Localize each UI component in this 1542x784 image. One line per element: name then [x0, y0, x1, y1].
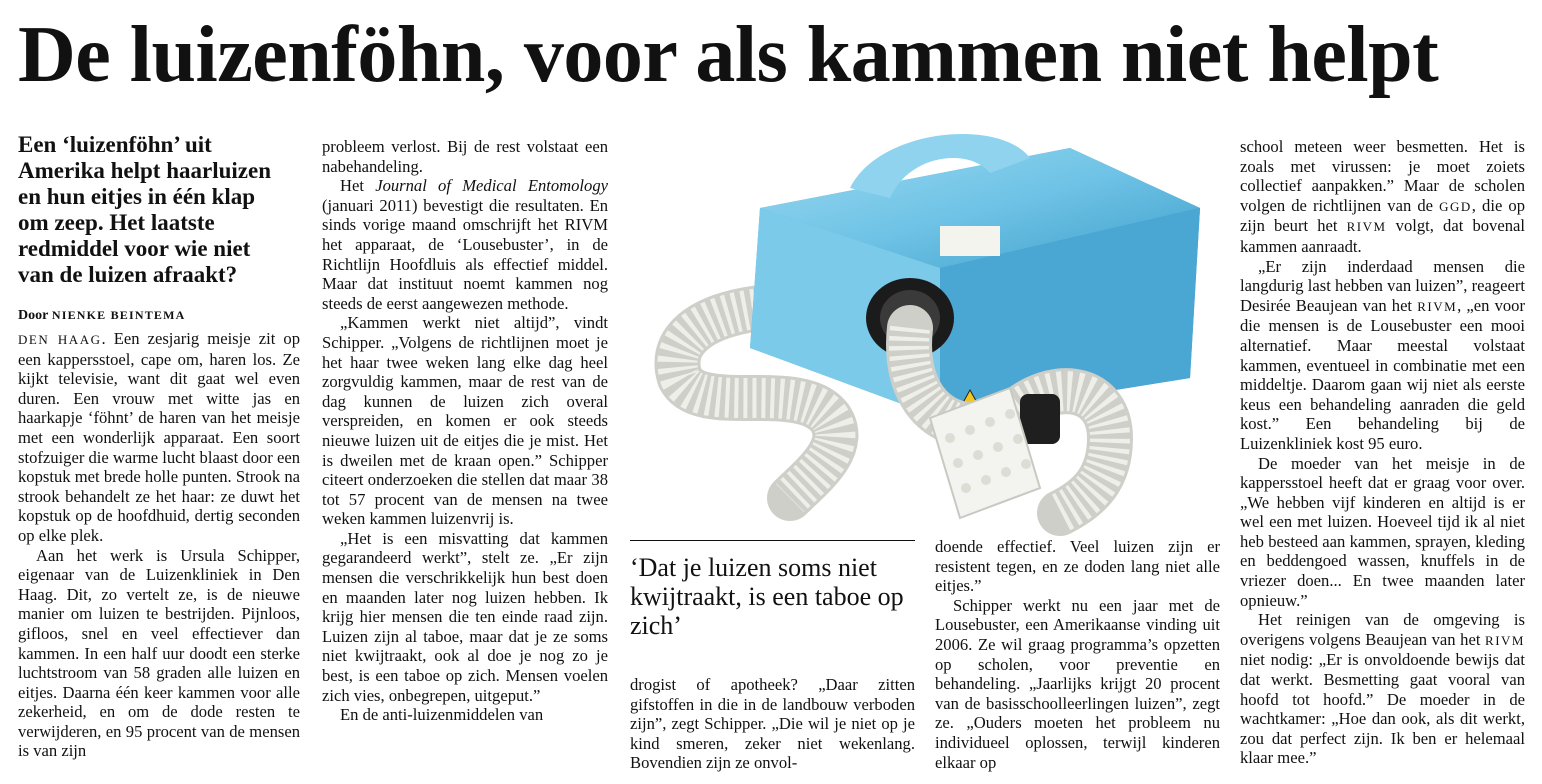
- paragraph: [18, 329, 300, 546]
- paragraph: „Kammen werkt niet altijd”, vindt Schipper. „Volgens de richtlijnen moet je het haar twee weken lang elke dag heel zorgvuldig kammen, maar de rest van de dag kunnen de luizen zich overal verspreiden, en komen er ook steeds nieuwe luizen uit de eitjes die je mist. Het is dweilen met de kraan open.” Schipper citeert onderzoeken die stellen dat maar 38 tot 57 procent van de mensen na twee weken kammen luizenvrij is.: [322, 313, 608, 529]
- paragraph: [1240, 610, 1525, 768]
- warning-label: [940, 226, 1000, 256]
- paragraph: „Het is een misvatting dat kammen gegarandeerd werkt”, stelt ze. „Er zijn mensen die verschrikkelijk hun best doen en maanden later nog luizen hebben. Ik krijg hier mensen die ten einde raad zijn. Luizen zijn al taboe, maar dat je ze soms niet kwijtraakt, ook al doe je nog zo je best, is een taboe op zich. Mensen voelen zich vies, onbegrepen, uitgeput.”: [322, 528, 608, 705]
- abbreviation: RIVM: [1485, 632, 1525, 648]
- abbreviation: GGD: [1439, 198, 1472, 214]
- paragraph-text: volgt, dat bovenal kammen aanraadt.: [1240, 216, 1525, 256]
- paragraph: Aan het werk is Ursula Schipper, eigenaar van de Luizenkliniek in Den Haag. Dit, zo vertelt ze, is de nieuwe manier om luizen te bestrijden. Pijnloos, gifloos, snel en veel effectiever dan kammen. In een half uur doodt een sterke luchtstroom van 58 graden alle luizen en eitjes. Daarna één keer kammen voor alle zekerheid, en om de dode resten te verwijderen, en 95 procent van de mensen is van zijn: [18, 545, 300, 761]
- paragraph-text: (januari 2011) bevestigt die resultaten. En sinds vorige maand omschrijft het RIVM het apparaat, de ‘Lousebuster’, in de Richtlijn Hoofdluis als effectief middel. Maar dat instituut noemt kammen nog steeds de eerst aangewezen methode.: [322, 195, 608, 313]
- abbreviation: RIVM: [1346, 219, 1387, 235]
- paragraph: [322, 176, 608, 313]
- abbreviation: RIVM: [1417, 298, 1458, 314]
- device-body: [750, 134, 1200, 418]
- paragraph: Schipper werkt nu een jaar met de Lousebuster, een Amerikaanse vinding uit 2006. Ze wil graag programma’s opzetten op scholen, voor preventie en behandeling. „Jaarlijks krijgt 20 procent van de basisschoolleerlingen luizen”, zegt ze. „Ouders moeten het probleem nu individueel oplossen, terwijl kinderen elkaar op: [935, 595, 1220, 772]
- paragraph: De moeder van het meisje in de kappersstoel heeft dat er graag voor over. „We hebben vijf kinderen en altijd is er wel een met luizen. Hoeveel tijd ik al niet heb besteed aan kammen, sprayen, kleding en beddengoed wassen, knuffels in de vriezer doen... En twee maanden later opnieuw.”: [1240, 453, 1525, 610]
- article-column-1: [18, 329, 300, 761]
- paragraph: probleem verlost. Bij de rest volstaat een nabehandeling.: [322, 137, 608, 176]
- paragraph: [1240, 137, 1525, 257]
- paragraph-text: niet nodig: „Er is onvoldoende bewijs dat dat werkt. Besmetting gaat vooral van hoofd tot hoofd.” De moeder in de wachtkamer: „Hoe dan ook, als dit werkt, zou dat perfect zijn. Ik ben er helemaal klaar mee.”: [1240, 650, 1525, 768]
- paragraph: [1240, 257, 1525, 454]
- paragraph-text: „Er zijn inderdaad mensen die langdurig last hebben van luizen”, reageert Desirée Beaujean van het: [1240, 256, 1525, 315]
- paragraph-text: . Een zesjarig meisje zit op een kappersstoel, cape om, haren los. Ze kijkt televisie, want dit gaat wel even duren. Een vrouw met witte jas en haarkapje ‘föhnt’ de haren van het meisje met een wonderlijk apparaat. Een soort stofzuiger die warme lucht blaast door een kopstuk met brede holle punten. Strook na strook behandelt ze het haar: ze duwt het kopstuk op de hoofdhuid, dertig seconden op elke plek.: [18, 329, 300, 545]
- journal-title: Journal of Medical Entomology: [375, 176, 609, 196]
- dateline: DEN HAAG: [18, 332, 102, 347]
- article-column-4: [935, 537, 1220, 772]
- pull-quote: ‘Dat je luizen soms niet kwijtraakt, is een taboe op zich’: [630, 540, 915, 640]
- intro-lead: Een ‘luizenföhn’ uit Amerika helpt haarluizen en hun eitjes in één klap om zeep. Het laatste redmiddel voor wie niet van de luizen afraakt?: [18, 132, 271, 287]
- article-column-2: [322, 137, 608, 725]
- headline: De luizenföhn, voor als kammen niet helpt: [18, 11, 1439, 99]
- paragraph-text: school meteen weer besmetten. Het is zoals met virussen: je moet zoiets collectief aanpakken.” Maar de scholen volgen de richtlijnen van de: [1240, 137, 1525, 215]
- paragraph: En de anti-luizenmiddelen van: [340, 705, 544, 725]
- paragraph: drogist of apotheek? „Daar zitten gifstoffen in die in de landbouw verboden zijn”, zegt Schipper. „Die wil je niet op je kind smeren, zeker niet wekenlang. Bovendien zijn ze onvol-: [630, 675, 915, 773]
- paragraph-text: Het reinigen van de omgeving is overigens volgens Beaujean van het: [1240, 610, 1525, 649]
- byline-author: NIENKE BEINTEMA: [51, 308, 186, 322]
- paragraph-text: , die op zijn beurt het: [1240, 195, 1526, 236]
- article-column-3: [630, 675, 915, 773]
- lousebuster-photo: [640, 118, 1220, 538]
- byline-prefix: Door: [18, 308, 49, 323]
- paragraph-text: , „en voor die mensen is de Lousebuster een mooi alternatief. Maar meestal volstaat kammen, eventueel in combinatie met een middeltje. Daarom gaan wij niet als eerste keus een behandeling aanraden die geld kost.” Een behandeling bij de Luizenkliniek kost 95 euro.: [1240, 295, 1526, 453]
- paragraph-text: Het: [340, 176, 376, 196]
- paragraph: doende effectief. Veel luizen zijn er resistent tegen, en ze doden lang niet alle eitjes.”: [935, 537, 1220, 596]
- byline: [18, 308, 308, 324]
- article-column-5: [1240, 137, 1525, 768]
